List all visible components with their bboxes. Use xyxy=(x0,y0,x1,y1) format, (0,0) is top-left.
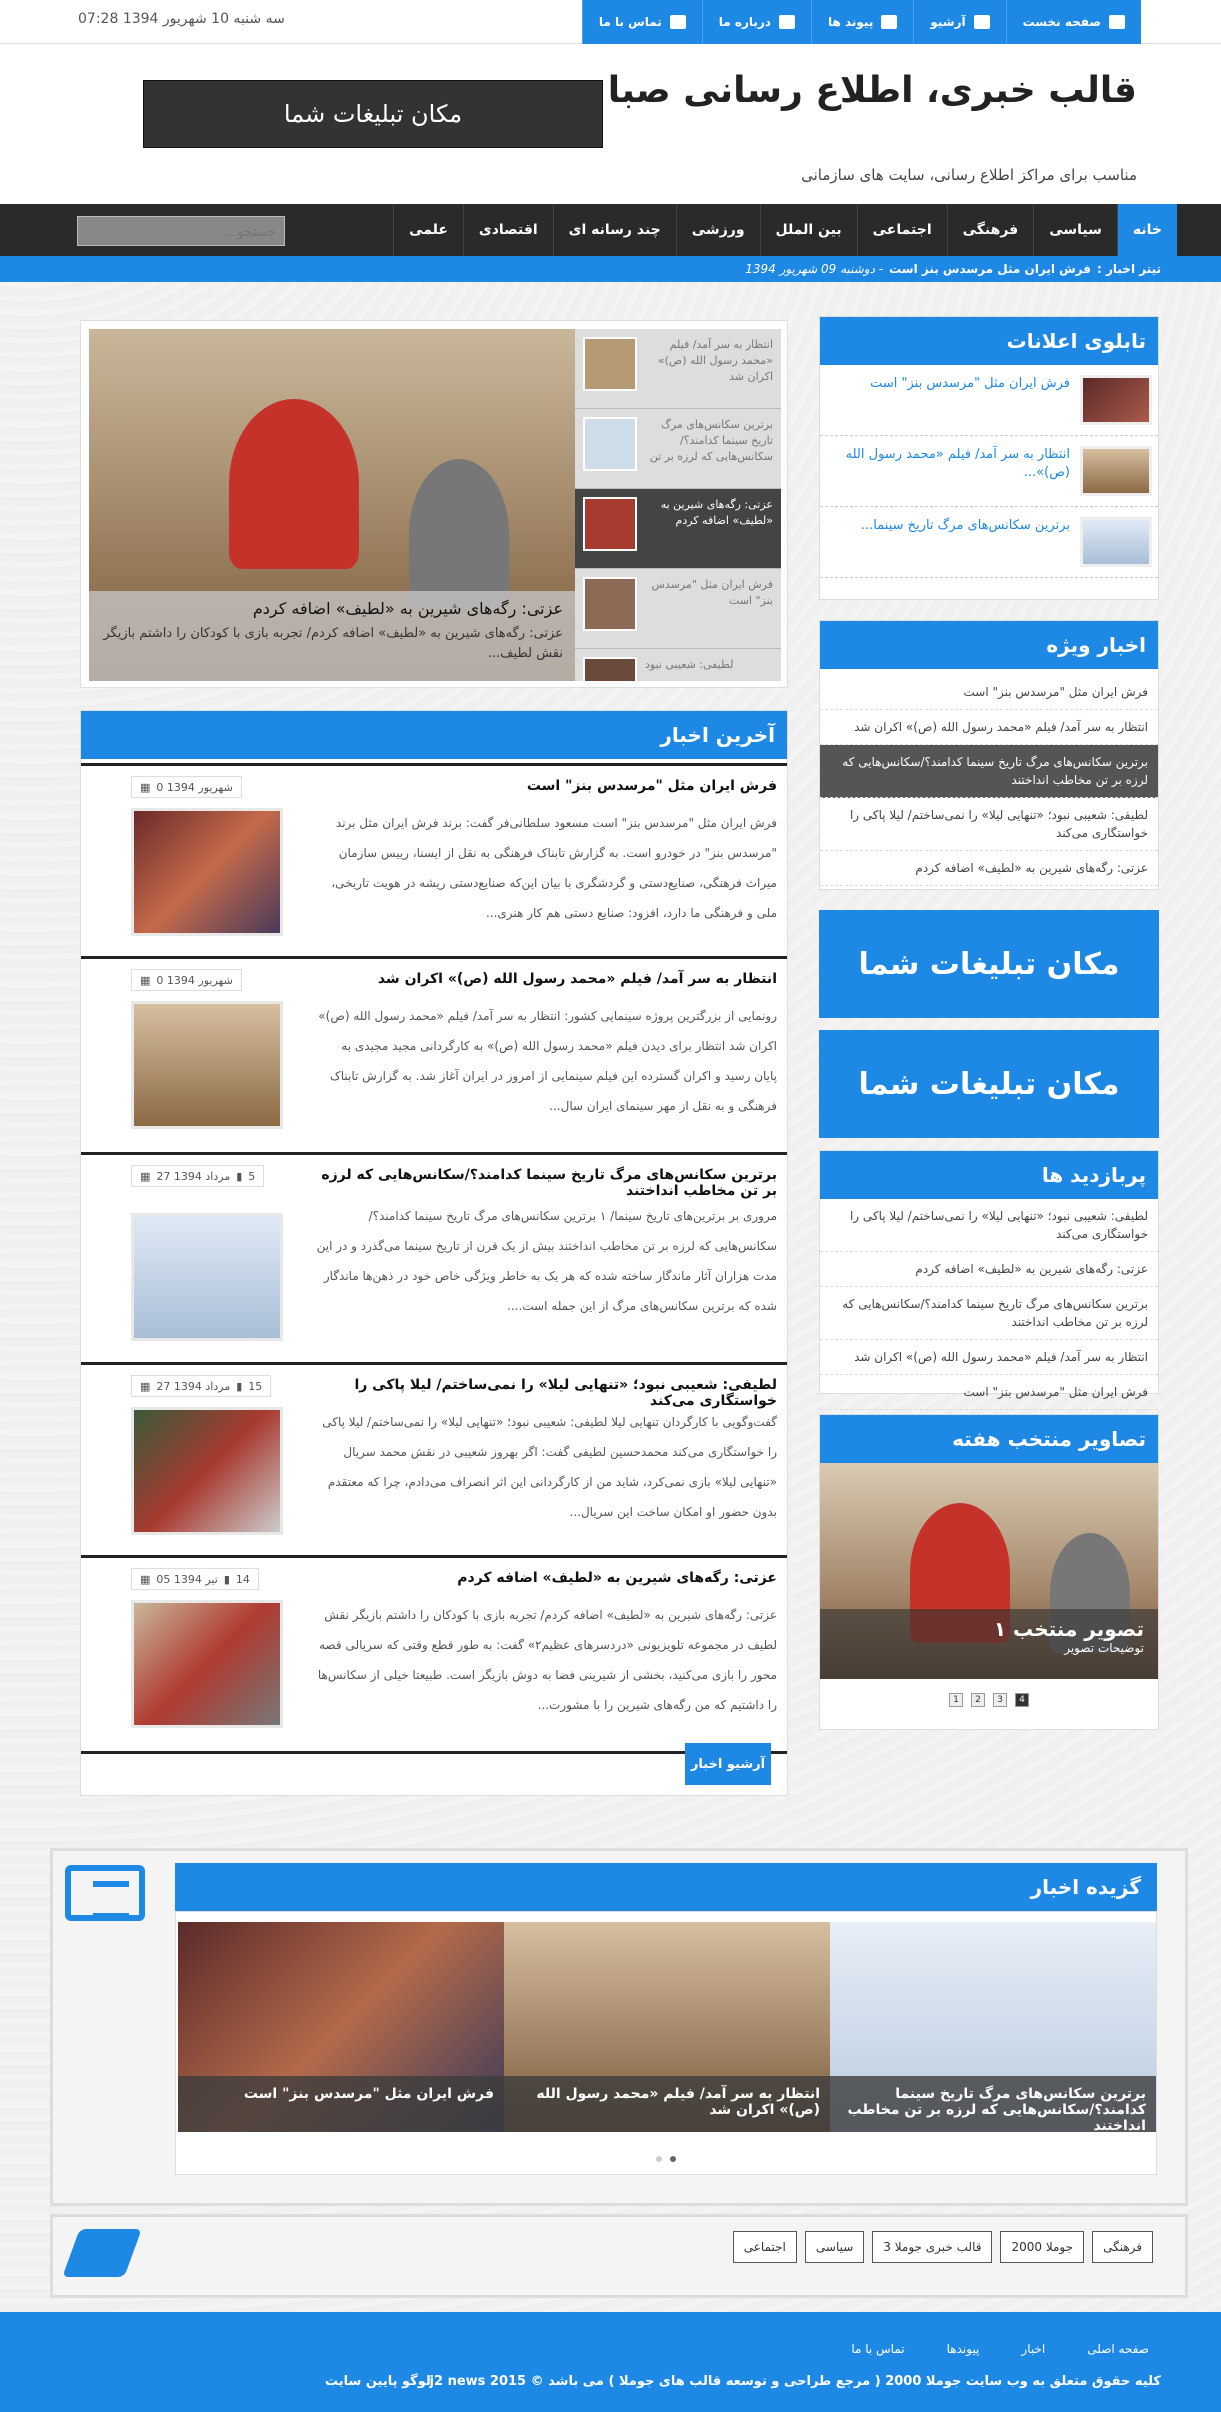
article-meta: ▦ 0 شهریور 1394 xyxy=(131,969,242,991)
calendar-icon: ▦ xyxy=(140,1169,151,1183)
news-archive-button[interactable]: آرشیو اخبار xyxy=(685,1743,771,1785)
notice-thumb xyxy=(1080,375,1152,425)
article-body: مروری بر برترین‌های تاریخ سینما/ ۱ برترین سکانس‌های مرگ تاریخ سینما کدامند؟/ سکانس‌هایی که لرزه بر تن مخاطب انداختند بیش از یک قرن از تاریخ سینما می‌گذرد و در این مدت هزاران آثار ماندگار ساخته شده که هر یک به خاطر ویژگی خاص خود در ذهن‌ها ماندگار شده که برترین سکانس‌های مرگ از این جمله است.... xyxy=(316,1209,777,1313)
article-image[interactable] xyxy=(131,1001,283,1129)
link-icon xyxy=(881,15,897,29)
news-ticker xyxy=(0,256,1221,282)
top-menu-contact[interactable]: تماس با ما xyxy=(582,0,702,44)
carousel-dots xyxy=(656,2156,676,2162)
nav-science[interactable]: علمی xyxy=(393,204,463,256)
article xyxy=(81,956,787,1152)
carousel-dot[interactable] xyxy=(656,2156,662,2162)
weekly-gallery xyxy=(819,1414,1159,1730)
most-viewed-title: پربازدید ها xyxy=(820,1151,1158,1199)
notice-title: انتظار به سر آمد/ فیلم «محمد رسول الله (ص)»... xyxy=(845,447,1070,480)
gallery-caption-sub: توضیحات تصویر xyxy=(1064,1641,1144,1655)
notice-item[interactable] xyxy=(820,436,1158,507)
article-meta: ▦ 27 مرداد 1394 ▮ 15 xyxy=(131,1375,271,1397)
footer-link-news[interactable]: اخبار xyxy=(1021,2342,1046,2356)
featured-item[interactable] xyxy=(830,1922,1156,2132)
slider-thumb[interactable] xyxy=(575,569,781,649)
hits-icon: ▮ xyxy=(236,1169,243,1183)
divider xyxy=(81,1751,787,1754)
special-news-item-active[interactable]: برترین سکانس‌های مرگ تاریخ سینما کدامند؟/سکانس‌هایی که لرزه بر تن مخاطب انداختند xyxy=(820,745,1158,798)
slider-person-2 xyxy=(409,459,509,609)
carousel-dot-active[interactable] xyxy=(670,2156,676,2162)
tag[interactable]: سیاسی xyxy=(805,2231,864,2263)
calendar-icon: ▦ xyxy=(140,780,151,794)
thumb-title: فرش ایران مثل "مرسدس بنز" است xyxy=(651,578,773,607)
calendar-icon: ▦ xyxy=(140,1572,151,1586)
tag[interactable]: اجتماعی xyxy=(733,2231,797,2263)
featured-caption: انتظار به سر آمد/ فیلم «محمد رسول الله (ص)» اکران شد xyxy=(504,2076,830,2132)
calendar-icon: ▦ xyxy=(140,973,151,987)
featured-caption: برترین سکانس‌های مرگ تاریخ سینما کدامند؟/سکانس‌هایی که لرزه بر تن مخاطب انداختند xyxy=(830,2076,1156,2132)
notice-thumb xyxy=(1080,517,1152,567)
most-viewed-item[interactable]: لطیفی: شعیبی نبود؛ «تنهایی لیلا» را نمی‌ساختم/ لیلا پاکی را خواستگاری می‌کند xyxy=(820,1199,1158,1252)
latest-news-title: آخرین اخبار xyxy=(81,711,787,759)
hits-icon: ▮ xyxy=(236,1379,243,1393)
sidebar-ad-1[interactable]: مکان تبلیغات شما xyxy=(819,910,1159,1018)
thumb-image xyxy=(583,577,637,631)
top-menu-archive[interactable]: آرشیو xyxy=(913,0,1005,44)
thumb-title: عزتی: رگه‌های شیرین به «لطیف» اضافه کردم xyxy=(660,498,773,527)
gallery-pager xyxy=(820,1679,1158,1721)
article-meta: ▦ 05 تیر 1394 ▮ 14 xyxy=(131,1568,259,1590)
nav-international[interactable]: بین الملل xyxy=(760,204,857,256)
notice-board xyxy=(819,316,1159,600)
footer-nav xyxy=(851,2342,1149,2356)
special-news-item[interactable]: انتظار به سر آمد/ فیلم «محمد رسول الله (ص)» اکران شد xyxy=(820,710,1158,745)
most-viewed-item[interactable]: برترین سکانس‌های مرگ تاریخ سینما کدامند؟/سکانس‌هایی که لرزه بر تن مخاطب انداختند xyxy=(820,1287,1158,1340)
notice-title: برترین سکانس‌های مرگ تاریخ سینما... xyxy=(860,518,1070,533)
most-viewed-item[interactable]: فرش ایران مثل "مرسدس بنز" است xyxy=(820,1375,1158,1410)
article xyxy=(81,763,787,956)
notice-board-title: تابلوی اعلانات xyxy=(820,317,1158,365)
thumb-image xyxy=(583,337,637,391)
thumb-title: برترین سکانس‌های مرگ تاریخ سینما کدامند؟/ سکانس‌هایی که لرزه بر تن xyxy=(649,418,773,463)
article-meta: ▦ 0 شهریور 1394 xyxy=(131,776,242,798)
calendar-icon: ▦ xyxy=(140,1379,151,1393)
copyright: کلیه حقوق متعلق به وب سایت جوملا 2000 ( مرجع طراحی و توسعه قالب های جوملا ) می باشد © j2 news 2015 xyxy=(429,2374,1161,2389)
gallery-caption-title: تصویر منتخب ۱ xyxy=(993,1617,1144,1641)
featured-news-title: گزیده اخبار xyxy=(175,1863,1157,1911)
tag[interactable]: جوملا 2000 xyxy=(1000,2231,1084,2263)
most-viewed xyxy=(819,1150,1159,1399)
most-viewed-item[interactable]: انتظار به سر آمد/ فیلم «محمد رسول الله (ص)» اکران شد xyxy=(820,1340,1158,1375)
article-body: عزتی: رگه‌های شیرین به «لطیف» اضافه کردم/ تجربه بازی با کودکان را داشتم بازیگر نقش لطیف در مجموعه تلویزیونی «دردسرهای عظیم۲» گفت: به طور قطع وقتی که سریالی قصه محور را بازی می‌کنید، بخشی از شیرینی فضا به دوش بازیگر است. طبیعتا خیلی از سکانس‌ها را داشتیم که من رگه‌های شیرین را با مشورت... xyxy=(317,1608,777,1712)
notice-thumb xyxy=(1080,446,1152,496)
top-menu-links[interactable]: پیوند ها xyxy=(811,0,913,44)
notice-title: فرش ایران مثل "مرسدس بنز" است xyxy=(870,376,1070,391)
nav-cultural[interactable]: فرهنگی xyxy=(947,204,1034,256)
main-nav xyxy=(0,204,1221,256)
search-input[interactable] xyxy=(77,216,285,246)
footer xyxy=(0,2312,1221,2412)
special-news xyxy=(819,620,1159,890)
top-menu-home[interactable]: صفحه نخست xyxy=(1006,0,1141,44)
gallery-caption xyxy=(820,1609,1158,1679)
slider-caption xyxy=(89,591,575,681)
article xyxy=(81,1555,787,1751)
tag[interactable]: قالب خبری جوملا 3 xyxy=(872,2231,992,2263)
header xyxy=(0,44,1221,204)
slider-thumb[interactable] xyxy=(575,329,781,409)
users-icon xyxy=(779,15,795,29)
current-date: سه شنبه 10 شهریور 1394 07:28 xyxy=(78,11,285,27)
special-news-item[interactable]: عزتی: رگه‌های شیرین به «لطیف» اضافه کردم xyxy=(820,851,1158,886)
article xyxy=(81,1152,787,1362)
featured-item[interactable] xyxy=(504,1922,830,2132)
article-body: گفت‌وگویی با کارگردان تنهایی لیلا لطیفی: شعیبی نبود؛ «تنهایی لیلا» را نمی‌ساختم/ لیلا پاکی را خواستگاری می‌کند محمدحسین لطیفی گفت: اگر بهروز شعیبی در نقش محمد سریال «تنهایی لیلا» بازی نمی‌کرد، شاید من از کارگردانی این اثر انصراف می‌دادم، چرا که معتقدم بدون حضور او امکان ساخت این سریال... xyxy=(322,1415,777,1519)
article-image[interactable] xyxy=(131,1213,283,1341)
article-meta: ▦ 27 مرداد 1394 ▮ 5 xyxy=(131,1165,264,1187)
sidebar xyxy=(819,316,1159,1730)
header-ad[interactable]: مکان تبلیغات شما xyxy=(143,80,603,148)
notice-item[interactable] xyxy=(820,365,1158,436)
home-icon xyxy=(1109,15,1125,29)
nav-multimedia[interactable]: چند رسانه ای xyxy=(553,204,676,256)
latest-news xyxy=(80,710,788,1796)
slider-image[interactable] xyxy=(89,329,575,681)
nav-sports[interactable]: ورزشی xyxy=(676,204,760,256)
ticker-date: - دوشنبه 09 شهریور 1394 xyxy=(745,262,884,276)
gallery-page-active[interactable]: 4 xyxy=(1015,1693,1029,1707)
slider-caption-title[interactable]: عزتی: رگه‌های شیرین به «لطیف» اضافه کردم xyxy=(252,599,563,618)
slider-thumb[interactable] xyxy=(575,649,781,681)
slider-caption-text: عزتی: رگه‌های شیرین به «لطیف» اضافه کردم/ تجربه بازی با کودکان را داشتم بازیگر نقش لطیف... xyxy=(103,626,563,661)
article-image[interactable] xyxy=(131,1407,283,1535)
article-title[interactable]: فرش ایران مثل "مرسدس بنز" است xyxy=(526,778,777,794)
ticker-text[interactable]: فرش ایران مثل مرسدس بنز است xyxy=(889,262,1091,276)
featured-news xyxy=(50,1848,1188,2206)
footer-link-contact[interactable]: تماس با ما xyxy=(851,2342,905,2356)
sidebar-ad-2[interactable]: مکان تبلیغات شما xyxy=(819,1030,1159,1138)
nav-political[interactable]: سیاسی xyxy=(1033,204,1117,256)
article-body: فرش ایران مثل "مرسدس بنز" است مسعود سلطانی‌فر گفت: برند فرش ایران مثل برند "مرسدس بنز" در خودرو است. به گزارش تابناک فرهنگی به نقل از ایسنا، رییس سازمان میراث فرهنگی، صنایع‌دستی و گردشگری با بیان این‌که صنایع‌دستی ریشه در هویت تاریخی، ملی و فرهنگی ما دارد، افزود: صنایع دستی هم کار هنری... xyxy=(331,816,777,920)
footer-link-home[interactable]: صفحه اصلی xyxy=(1087,2342,1149,2356)
article-image[interactable] xyxy=(131,1600,283,1728)
notice-item[interactable] xyxy=(820,507,1158,578)
nav-home[interactable]: خانه xyxy=(1117,204,1177,256)
tag-icon xyxy=(62,2229,141,2277)
footer-link-links[interactable]: پیوندها xyxy=(946,2342,980,2356)
special-news-item[interactable]: فرش ایران مثل "مرسدس بنز" است xyxy=(820,675,1158,710)
gallery-page[interactable]: 2 xyxy=(971,1693,985,1707)
special-news-item[interactable]: لطیفی: شعیبی نبود؛ «تنهایی لیلا» را نمی‌ساختم/ لیلا پاکی را خواستگاری می‌کند xyxy=(820,798,1158,851)
thumb-title: لطیفی: شعیبی نبود xyxy=(645,658,734,671)
article xyxy=(81,1362,787,1555)
featured-caption: فرش ایران مثل "مرسدس بنز" است xyxy=(178,2076,504,2132)
thumb-image xyxy=(583,657,637,681)
footer-logo[interactable]: لوگو پایین سایت xyxy=(325,2374,431,2389)
special-news-title: اخبار ویژه xyxy=(820,621,1158,669)
slider-thumbs xyxy=(575,329,781,681)
headline-slider xyxy=(80,320,788,688)
article-title[interactable]: انتظار به سر آمد/ فیلم «محمد رسول الله (ص)» اکران شد xyxy=(377,971,777,987)
archive-icon xyxy=(974,15,990,29)
top-menu-about[interactable]: درباره ما xyxy=(702,0,811,44)
thumb-image xyxy=(583,417,637,471)
featured-carousel xyxy=(175,1911,1157,2175)
top-bar xyxy=(0,0,1221,44)
site-slogan: مناسب برای مراکز اطلاع رسانی، سایت های سازمانی xyxy=(801,166,1137,184)
slider-thumb-active[interactable] xyxy=(575,489,781,569)
featured-item[interactable] xyxy=(178,1922,504,2132)
article-body: رونمایی از بزرگترین پروژه سینمایی کشور: انتظار به سر آمد/ فیلم «محمد رسول الله (ص)» اکران شد انتظار برای دیدن فیلم «محمد رسول الله (ص)» به کارگردانی مجید مجیدی به پایان رسید و اکران گسترده این فیلم سینمایی از امروز در ایران آغاز شد. به گزارش تابناک فرهنگی و به نقل از مهر سینمای ایران سال... xyxy=(318,1009,777,1113)
slider-person-1 xyxy=(229,399,359,569)
tag[interactable]: فرهنگی xyxy=(1092,2231,1153,2263)
newspaper-icon xyxy=(65,1865,145,1921)
article-image[interactable] xyxy=(131,808,283,936)
nav-social[interactable]: اجتماعی xyxy=(857,204,947,256)
tag-cloud xyxy=(50,2214,1188,2298)
phone-icon xyxy=(670,15,686,29)
weekly-gallery-title: تصاویر منتخب هفته xyxy=(820,1415,1158,1463)
article-title[interactable]: عزتی: رگه‌های شیرین به «لطیف» اضافه کردم xyxy=(457,1570,777,1586)
top-menu xyxy=(582,0,1141,44)
ticker-label: تیتر اخبار : xyxy=(1097,262,1161,276)
article-title[interactable]: لطیفی: شعیبی نبود؛ «تنهایی لیلا» را نمی‌ساختم/ لیلا پاکی را خواستگاری می‌کند xyxy=(354,1377,777,1409)
gallery-page[interactable]: 1 xyxy=(949,1693,963,1707)
gallery-page[interactable]: 3 xyxy=(993,1693,1007,1707)
thumb-title: انتظار به سر آمد/ فیلم «محمد رسول الله (ص)» اکران شد xyxy=(657,338,773,383)
most-viewed-item[interactable]: عزتی: رگه‌های شیرین به «لطیف» اضافه کردم xyxy=(820,1252,1158,1287)
thumb-image xyxy=(583,497,637,551)
site-title[interactable]: قالب خبری، اطلاع رسانی صبا xyxy=(607,70,1137,111)
nav-economy[interactable]: اقتصادی xyxy=(463,204,553,256)
article-title[interactable]: برترین سکانس‌های مرگ تاریخ سینما کدامند؟/سکانس‌هایی که لرزه بر تن مخاطب انداختند xyxy=(321,1167,777,1199)
gallery-photo[interactable] xyxy=(820,1463,1158,1679)
slider-thumb[interactable] xyxy=(575,409,781,489)
hits-icon: ▮ xyxy=(223,1572,230,1586)
